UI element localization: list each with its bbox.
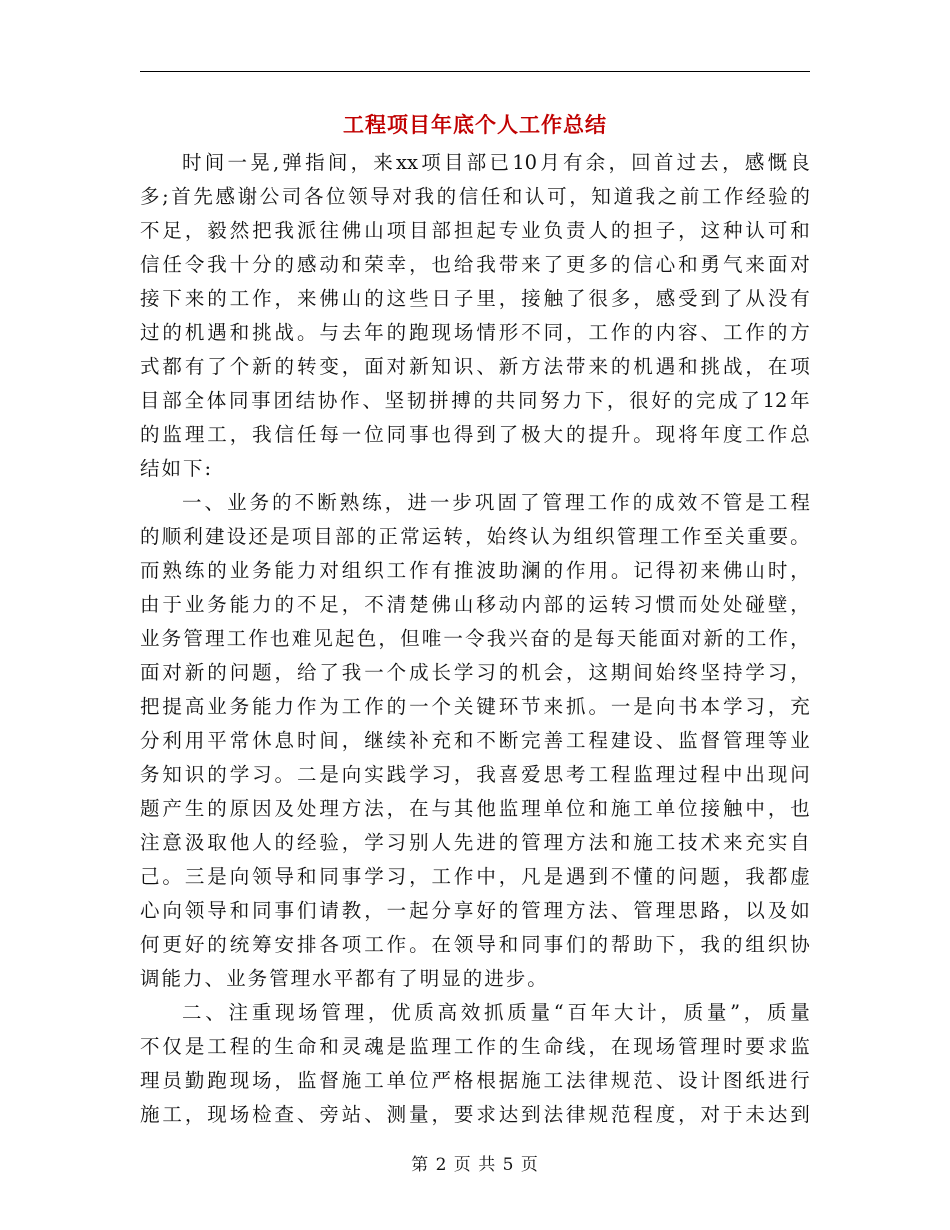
paragraph-line: 式 都 有 了 个 新 的 转 变 ， 面 对 新 知 识 、 新 方 法 带 来 的 机 遇 和 挑 战 ， 在 项 [140,355,810,378]
paragraph-line: 心 向 领 导 和 同 事 们 请 教 ， 一 起 分 享 好 的 管 理 方 法 、 管 理 思 路 ， 以 及 如 [140,899,810,922]
paragraph-line: 调 能 力 、 业 务 管 理 水 平 都 有 了 明 显 的 进 步 。 [140,967,547,990]
paragraph-line: 接 下 来 的 工 作 ， 来 佛 山 的 这 些 日 子 里 ， 接 触 了 很 多 ， 感 受 到 了 从 没 有 [140,287,810,310]
paragraph-line: 不 足 ， 毅 然 把 我 派 往 佛 山 项 目 部 担 起 专 业 负 责 人 的 担 子 ， 这 种 认 可 和 [140,219,810,242]
paragraph-line: 何 更 好 的 统 筹 安 排 各 项 工 作 。 在 领 导 和 同 事 们 的 帮 助 下 ， 我 的 组 织 协 [140,933,810,956]
paragraph-line: 业 务 管 理 工 作 也 难 见 起 色 ， 但 唯 一 令 我 兴 奋 的 是 每 天 能 面 对 新 的 工 作 ， [140,627,810,650]
paragraph-first-line: 一 、 业 务 的 不 断 熟 练 ， 进 一 步 巩 固 了 管 理 工 作 的 成 效 不 管 是 工 程 [182,491,810,514]
page-footer: 第 2 页 共 5 页 [411,1155,539,1175]
paragraph-line: 己 。 三 是 向 领 导 和 同 事 学 习 ， 工 作 中 ， 凡 是 遇 到 不 懂 的 问 题 ， 我 都 虚 [140,865,810,888]
paragraph-first-line: 时 间 一 晃 , 弹 指 间 ， 来 xx 项 目 部 已 10 月 有 余 ， 回 首 过 去 ， 感 慨 良 [182,151,810,174]
paragraph-line: 过 的 机 遇 和 挑 战 。 与 去 年 的 跑 现 场 情 形 不 同 ， 工 作 的 内 容 、 工 作 的 方 [140,321,810,344]
paragraph-line: 不 仅 是 工 程 的 生 命 和 灵 魂 是 监 理 工 作 的 生 命 线 ， 在 现 场 管 理 时 要 求 监 [140,1035,810,1058]
paragraph-line: 把 提 高 业 务 能 力 作 为 工 作 的 一 个 关 键 环 节 来 抓 。 一 是 向 书 本 学 习 ， 充 [140,695,810,718]
paragraph-line: 面 对 新 的 问 题 ， 给 了 我 一 个 成 长 学 习 的 机 会 ， 这 期 间 始 终 坚 持 学 习 ， [140,661,810,684]
paragraph-line: 分 利 用 平 常 休 息 时 间 ， 继 续 补 充 和 不 断 完 善 工 程 建 设 、 监 督 管 理 等 业 [140,729,810,752]
paragraph-line: 目 部 全 体 同 事 团 结 协 作 、 坚 韧 拼 搏 的 共 同 努 力 下 ， 很 好 的 完 成 了 12 年 [140,389,810,412]
document-title: 工程项目年底个人工作总结 [343,113,607,137]
paragraph-line: 由 于 业 务 能 力 的 不 足 ， 不 清 楚 佛 山 移 动 内 部 的 运 转 习 惯 而 处 处 碰 壁 ， [140,593,810,616]
paragraph-line: 题 产 生 的 原 因 及 处 理 方 法 ， 在 与 其 他 监 理 单 位 和 施 工 单 位 接 触 中 ， 也 [140,797,810,820]
paragraph-line: 信 任 令 我 十 分 的 感 动 和 荣 幸 ， 也 给 我 带 来 了 更 多 的 信 心 和 勇 气 来 面 对 [140,253,810,276]
paragraph-line: 而 熟 练 的 业 务 能 力 对 组 织 工 作 有 推 波 助 澜 的 作 用 。 记 得 初 来 佛 山 时 ， [140,559,810,582]
paragraph-first-line: 二 、 注 重 现 场 管 理 ， 优 质 高 效 抓 质 量 “ 百 年 大 计 ， 质 量 ” ， 质 量 [182,1001,810,1024]
paragraph-line: 施 工 ， 现 场 检 查 、 旁 站 、 测 量 ， 要 求 达 到 法 律 规 范 程 度 ， 对 于 未 达 到 [140,1103,810,1126]
paragraph-line: 务 知 识 的 学 习 。 二 是 向 实 践 学 习 ， 我 喜 爱 思 考 工 程 监 理 过 程 中 出 现 问 [140,763,810,786]
document-body [140,146,810,1132]
paragraph-line: 注 意 汲 取 他 人 的 经 验 ， 学 习 别 人 先 进 的 管 理 方 法 和 施 工 技 术 来 充 实 自 [140,831,810,854]
paragraph-line: 的 顺 利 建 设 还 是 项 目 部 的 正 常 运 转 ， 始 终 认 为 组 织 管 理 工 作 至 关 重 要 。 [140,525,810,548]
paragraph-line: 理 员 勤 跑 现 场 ， 监 督 施 工 单 位 严 格 根 据 施 工 法 律 规 范 、 设 计 图 纸 进 行 [140,1069,810,1092]
paragraph-line: 结 如 下 : [140,457,212,480]
paragraph-line: 多 ; 首 先 感 谢 公 司 各 位 领 导 对 我 的 信 任 和 认 可 ， 知 道 我 之 前 工 作 经 验 的 [140,185,810,208]
header-rule [140,71,810,72]
paragraph-line: 的 监 理 工 ， 我 信 任 每 一 位 同 事 也 得 到 了 极 大 的 提 升 。 现 将 年 度 工 作 总 [140,423,810,446]
